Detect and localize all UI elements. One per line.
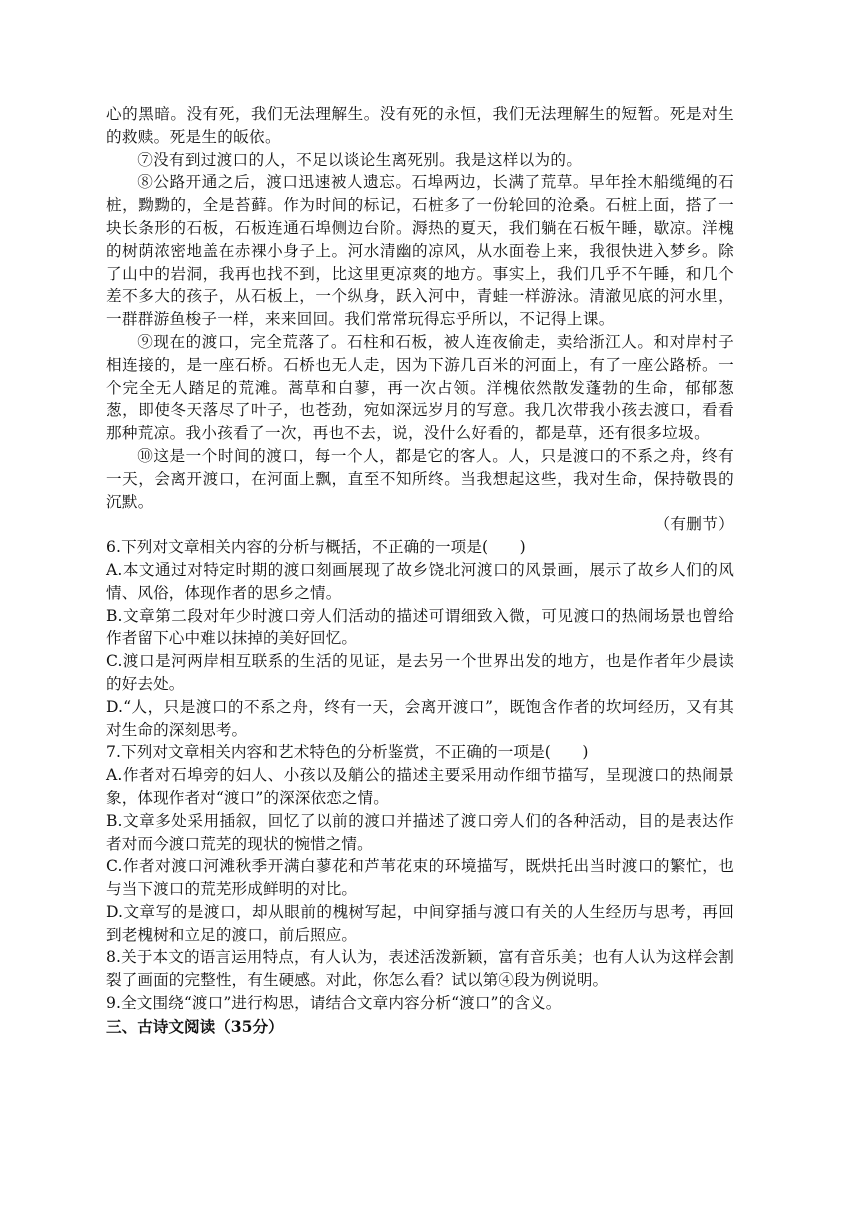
question-7: 7.下列对文章相关内容和艺术特色的分析鉴赏，不正确的一项是( ) xyxy=(106,743,589,762)
question-8: 8.关于本文的语言运用特点，有人认为，表述活泼新颖，富有音乐美；也有人认为这样会割裂了画面的完整性，有生硬感。对此，你怎么看？试以第④段为例说明。 xyxy=(106,948,734,990)
question-6: 6.下列对文章相关内容的分析与概括，不正确的一项是( ) xyxy=(106,538,526,557)
abridged-note: （有删节） xyxy=(654,515,734,534)
article-paragraph-8: ⑧公路开通之后，渡口迅速被人遗忘。石埠两边，长满了荒草。早年拴木船缆绳的石桩，黝黝的，全是苔藓。作为时间的标记，石桩多了一份轮回的沧桑。石桩上面，搭了一块长条形的石板，石板连通石埠侧边台阶。溽热的夏天，我们躺在石板午睡，歇凉。洋槐的树荫浓密地盖在赤裸小身子上。河水清幽的凉风，从水面卷上来，我很快进入梦乡。除了山中的岩洞，我再也找不到，比这里更凉爽的地方。事实上，我们几乎不午睡，和几个差不多大的孩子，从石板上，一个纵身，跃入河中，青蛙一样游泳。清澈见底的河水里，一群群游鱼梭子一样，来来回回。我们常常玩得忘乎所以，不记得上课。 xyxy=(106,173,734,329)
document-page xyxy=(106,103,734,1039)
article-paragraph-10: ⑩这是一个时间的渡口，每一个人，都是它的客人。人，只是渡口的不系之舟，终有一天，会离开渡口，在河面上飘，直至不知所终。当我想起这些，我对生命，保持敬畏的沉默。 xyxy=(106,446,734,511)
question-6-option-a: A.本文通过对特定时期的渡口刻画展现了故乡饶北河渡口的风景画，展示了故乡人们的风情、风俗，体现作者的思乡之情。 xyxy=(106,560,734,602)
article-paragraph-9: ⑨现在的渡口，完全荒落了。石柱和石板，被人连夜偷走，卖给浙江人。和对岸村子相连接的，是一座石桥。石桥也无人走，因为下游几百米的河面上，有了一座公路桥。一个完全无人踏足的荒滩。蒿草和白蓼，再一次占领。洋槐依然散发蓬勃的生命，郁郁葱葱，即使冬天落尽了叶子，也苍劲，宛如深远岁月的写意。我几次带我小孩去渡口，看看那种荒凉。我小孩看了一次，再也不去，说，没什么好看的，都是草，还有很多垃圾。 xyxy=(106,332,734,443)
question-6-option-d: D.“人，只是渡口的不系之舟，终有一天，会离开渡口”，既饱含作者的坎坷经历，又有其对生命的深刻思考。 xyxy=(106,697,734,739)
question-7-option-c: C.作者对渡口河滩秋季开满白蓼花和芦苇花束的环境描写，既烘托出当时渡口的繁忙，也与当下渡口的荒芜形成鲜明的对比。 xyxy=(106,857,734,899)
question-6-option-c: C.渡口是河两岸相互联系的生活的见证，是去另一个世界出发的地方，也是作者年少晨读的好去处。 xyxy=(106,652,734,693)
question-7-option-d: D.文章写的是渡口，却从眼前的槐树写起，中间穿插与渡口有关的人生经历与思考，再回到老槐树和立足的渡口，前后照应。 xyxy=(106,902,734,944)
question-7-option-b: B.文章多处采用插叙，回忆了以前的渡口并描述了渡口旁人们的各种活动，目的是表达作者对而今渡口荒芜的现状的惋惜之情。 xyxy=(106,811,734,853)
question-7-option-a: A.作者对石埠旁的妇人、小孩以及艄公的描述主要采用动作细节描写，呈现渡口的热闹景象，体现作者对“渡口”的深深依恋之情。 xyxy=(106,766,734,807)
question-9: 9.全文围绕“渡口”进行构思，请结合文章内容分析“渡口”的含义。 xyxy=(106,994,562,1013)
section-heading: 三、古诗文阅读（35分） xyxy=(106,1016,284,1036)
question-6-option-b: B.文章第二段对年少时渡口旁人们活动的描述可谓细致入微，可见渡口的热闹场景也曾给作者留下心中难以抹掉的美好回忆。 xyxy=(106,606,734,648)
article-paragraph-continued: 心的黑暗。没有死，我们无法理解生。没有死的永恒，我们无法理解生的短暂。死是对生的救赎。死是生的皈依。 xyxy=(106,105,734,146)
article-paragraph-7: ⑦没有到过渡口的人，不足以谈论生离死别。我是这样以为的。 xyxy=(137,150,583,169)
